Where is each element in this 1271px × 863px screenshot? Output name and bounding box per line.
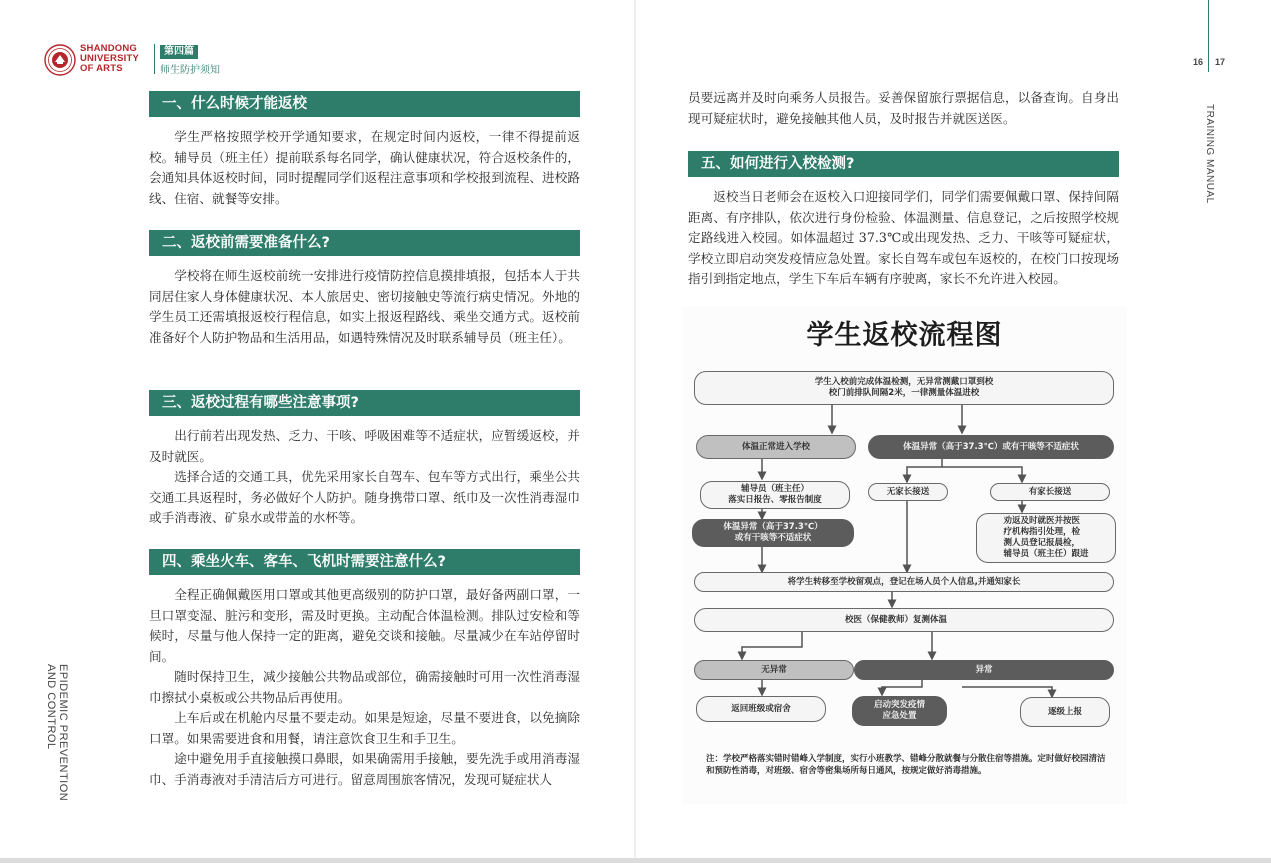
university-logo-icon (44, 44, 76, 76)
flow-step-report: 逐级上报 (1020, 697, 1110, 727)
header-divider (154, 44, 155, 74)
section-title: 四、乘坐火车、客车、飞机时需要注意什么? (149, 549, 580, 575)
right-side-label: TRAINING MANUAL (1204, 104, 1215, 204)
flow-step-no-parent: 无家长接送 (868, 483, 948, 501)
flowchart-note: 注：学校严格落实错时错峰入学制度，实行小班教学、错峰分散就餐与分散住宿等措施。定时做好校园清洁和预防性消毒，对班级、宿舍等密集场所每日通风，按规定做好消毒措施。 (706, 754, 1106, 776)
part-subtitle: 师生防护须知 (160, 65, 220, 76)
flow-step-abnormal-2: 体温异常（高于37.3℃） 或有干咳等不适症状 (692, 519, 854, 547)
return-flowchart (682, 307, 1127, 804)
university-line: UNIVERSITY (80, 53, 140, 64)
section-4 (149, 549, 580, 790)
section-paragraph: 出行前若出现发热、乏力、干咳、呼吸困难等不适症状，应暂缓返校，并及时就医。 (149, 428, 580, 464)
flow-step-no-abnormal: 无异常 (694, 660, 854, 680)
section-4-continued (688, 88, 1119, 129)
page-gutter (634, 0, 636, 863)
flow-step-with-parent: 有家长接送 (990, 483, 1110, 501)
university-line: SHANDONG (80, 43, 138, 54)
section-1 (149, 91, 580, 209)
university-name (80, 44, 139, 74)
flow-step-abnormal-temp: 体温异常（高于37.3℃）或有干咳等不适症状 (868, 435, 1114, 459)
flow-step-recheck: 校医（保健教师）复测体温 (694, 608, 1114, 632)
part-badge: 第四篇 (160, 45, 198, 59)
page-number-left: 16 (1193, 57, 1204, 67)
flow-step-return-class: 返回班级或宿舍 (696, 696, 826, 722)
section-title: 一、什么时候才能返校 (149, 91, 580, 117)
flow-step-emergency: 启动突发疫情 应急处置 (852, 696, 947, 726)
section-paragraph: 学生严格按照学校开学通知要求，在规定时间内返校，一律不得提前返校。辅导员（班主任）提前联系每名同学，确认健康状况，符合返校条件的，会通知具体返校时间，同时提醒同学们返程注意事项和学校报到流程、进校路线、住宿、就餐等安排。 (149, 129, 580, 206)
university-line: OF ARTS (80, 63, 123, 74)
flowchart-title: 学生返校流程图 (806, 320, 1003, 351)
flow-step-transfer: 将学生转移至学校留观点，登记在场人员个人信息,并通知家长 (694, 572, 1114, 592)
flow-step-hospital: 劝返及时就医并按医 疗机构指引处理，检 测人员登记报晨检， 辅导员（班主任）跟进 (976, 513, 1116, 563)
continued-paragraph: 员要远离并及时向乘务人员报告。妥善保留旅行票据信息，以备查询。自身出现可疑症状时，避免接触其他人员，及时报告并就医送医。 (688, 90, 1119, 126)
flow-step-normal-temp: 体温正常进入学校 (696, 435, 856, 459)
flow-step-entry-check: 学生入校前完成体温检测，无异常测戴口罩到校 校门前排队间隔2米，一律测量体温进校 (694, 371, 1114, 405)
section-title: 五、如何进行入校检测? (688, 151, 1119, 177)
section-paragraph: 返校当日老师会在返校入口迎接同学们，同学们需要佩戴口罩、保持间隔距离、有序排队，依次进行身份检验、体温测量、信息登记，之后按照学校规定路线进入校园。如体温超过 37.3℃或出现发热、乏力、干咳等可疑症状，学校立即启动突发疫情应急处置。家长自驾车或包车返校的，在校门口按现场指引到指定地点，学生下车后车辆有序驶离，家长不允许进入校园。 (688, 189, 1119, 286)
section-paragraph: 途中避免用手直接触摸口鼻眼，如果确需用手接触，要先洗手或用消毒湿巾、手消毒液对手清洁后方可进行。留意周围旅客情况，发现可疑症状人 (149, 751, 580, 787)
page-number-right: 17 (1215, 57, 1226, 67)
section-paragraph: 全程正确佩戴医用口罩或其他更高级别的防护口罩，最好备两副口罩，一旦口罩变湿、脏污和变形，需及时更换。主动配合体温检测。排队过安检和等候时，尽量与他人保持一定的距离，避免交谈和接触。尽量减少在车站停留时间。 (149, 587, 580, 664)
section-2 (149, 230, 580, 348)
section-paragraph: 选择合适的交通工具，优先采用家长自驾车、包车等方式出行，乘坐公共交通工具返程时，务必做好个人防护。随身携带口罩、纸巾及一次性消毒湿巾或手消毒液、矿泉水或带盖的水杯等。 (149, 469, 580, 525)
section-title: 二、返校前需要准备什么? (149, 230, 580, 256)
section-paragraph: 学校将在师生返校前统一安排进行疫情防控信息摸排填报，包括本人于共同居住家人身体健康状况、本人旅居史、密切接触史等流行病史情况。外地的学生员工还需填报返校行程信息，如实上报返程路线、乘坐交通方式。返校前准备好个人防护物品和生活用品，如遇特殊情况及时联系辅导员（班主任）。 (149, 268, 580, 345)
side-label-line: AND CONTROL (45, 664, 57, 750)
section-title: 三、返校过程有哪些注意事项? (149, 390, 580, 416)
flow-step-counselor: 辅导员（班主任） 落实日报告、零报告制度 (700, 481, 850, 509)
bottom-edge (0, 858, 1271, 863)
section-5 (688, 151, 1119, 290)
side-label-line: EPIDEMIC PREVENTION (57, 664, 69, 802)
section-paragraph: 上车后或在机舱内尽量不要走动。如果是短途，尽量不要进食，以免摘除口罩。如果需要进食和用餐，请注意饮食卫生和手卫生。 (149, 710, 580, 746)
left-side-label (45, 664, 69, 801)
section-3 (149, 390, 580, 529)
section-paragraph: 随时保持卫生，减少接触公共物品或部位，确需接触时可用一次性消毒湿巾擦拭小桌板或公共物品后再使用。 (149, 669, 580, 705)
page-number-divider (1208, 0, 1209, 72)
flow-step-abnormal: 异常 (854, 660, 1114, 680)
